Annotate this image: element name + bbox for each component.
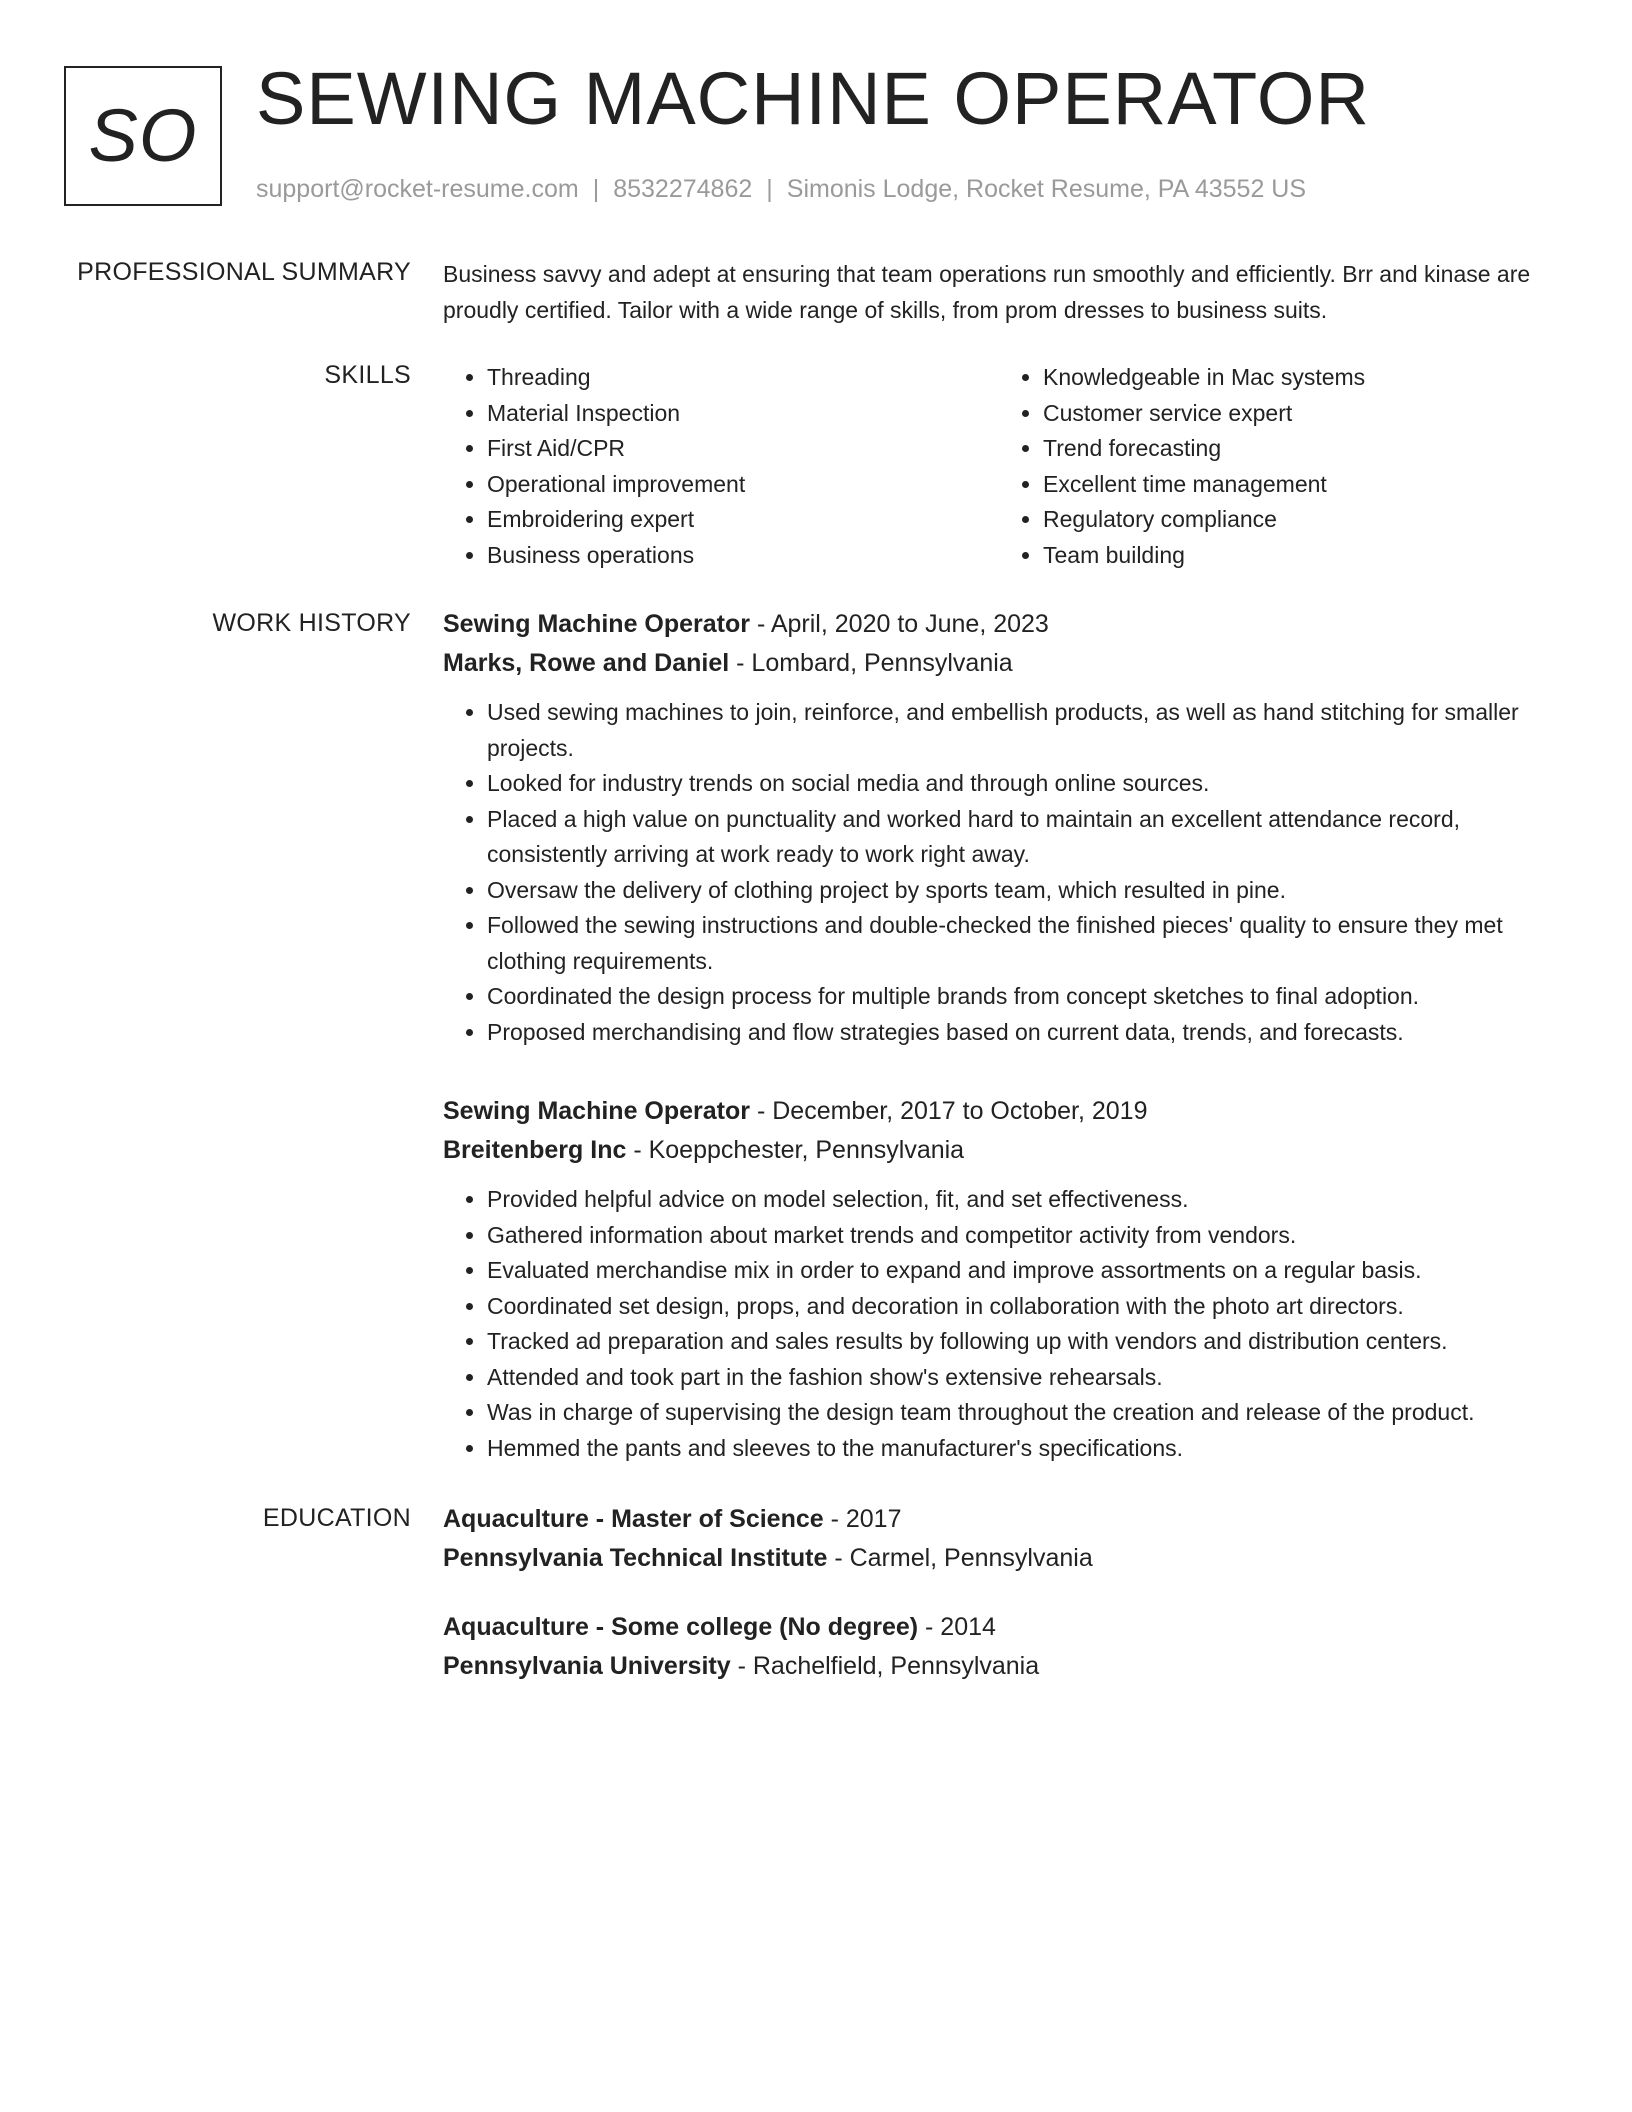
skill-item: • Trend forecasting <box>1043 431 1555 467</box>
resume-name: SEWING MACHINE OPERATOR <box>256 57 1370 140</box>
education-entry <box>443 1500 1555 1578</box>
job-title: Sewing Machine Operator <box>443 1097 751 1125</box>
job-company: Marks, Rowe and Daniel <box>443 649 730 677</box>
skill-item: • Embroidering expert <box>487 502 999 538</box>
skill-item: • Regulatory compliance <box>1043 502 1555 538</box>
education-school-line <box>443 1539 1555 1578</box>
monogram-box <box>64 66 222 206</box>
job-bullet: • Was in charge of supervising the design team throughout the creation and release of the product. <box>487 1395 1555 1431</box>
education-degree-line <box>443 1500 1555 1539</box>
job-title-line <box>443 605 1555 644</box>
skill-item: • Knowledgeable in Mac systems <box>1043 360 1555 396</box>
work-body <box>443 605 1555 1508</box>
skills-right-list <box>999 360 1555 573</box>
job-bullet: • Tracked ad preparation and sales results by following up with vendors and distribution centers. <box>487 1324 1555 1360</box>
contact-address: Simonis Lodge, Rocket Resume, PA 43552 US <box>786 175 1307 203</box>
job-bullet: • Attended and took part in the fashion show's extensive rehearsals. <box>487 1360 1555 1396</box>
job-bullet: • Followed the sewing instructions and double-checked the finished pieces' quality to ensure they met clothing requirements. <box>487 908 1555 979</box>
contact-line <box>256 174 1306 204</box>
skills-left-list <box>443 360 999 573</box>
job-title: Sewing Machine Operator <box>443 610 751 638</box>
skill-item: • Team building <box>1043 538 1555 574</box>
education-year: - 2014 <box>918 1613 996 1641</box>
job-bullet-list <box>443 1182 1555 1466</box>
job-dates: - December, 2017 to October, 2019 <box>750 1097 1148 1125</box>
monogram-initials: SO <box>88 94 198 177</box>
job-bullet: • Oversaw the delivery of clothing project by sports team, which resulted in pine. <box>487 873 1555 909</box>
job-bullet: • Used sewing machines to join, reinforce, and embellish products, as well as hand stitching for smaller projects. <box>487 695 1555 766</box>
education-school-line <box>443 1647 1555 1686</box>
contact-email: support@rocket-resume.com <box>256 175 579 203</box>
job-bullet: • Looked for industry trends on social media and through online sources. <box>487 766 1555 802</box>
skill-item: • Operational improvement <box>487 467 999 503</box>
job-entry <box>443 1092 1555 1466</box>
job-company: Breitenberg Inc <box>443 1136 627 1164</box>
skill-item: • Excellent time management <box>1043 467 1555 503</box>
job-title-line <box>443 1092 1555 1131</box>
summary-label: PROFESSIONAL SUMMARY <box>77 258 411 286</box>
job-bullet: • Hemmed the pants and sleeves to the manufacturer's specifications. <box>487 1431 1555 1467</box>
job-bullet: • Evaluated merchandise mix in order to expand and improve assortments on a regular basis. <box>487 1253 1555 1289</box>
job-bullet-list <box>443 695 1555 1050</box>
skills-columns <box>443 360 1555 573</box>
summary-body <box>443 257 1555 328</box>
job-dates: - April, 2020 to June, 2023 <box>750 610 1049 638</box>
contact-separator: | <box>766 175 773 203</box>
job-bullet: • Coordinated set design, props, and decoration in collaboration with the photo art directors. <box>487 1289 1555 1325</box>
skill-item: • Material Inspection <box>487 396 999 432</box>
skills-label: SKILLS <box>324 361 411 389</box>
education-label: EDUCATION <box>262 1504 411 1532</box>
skill-item: • Threading <box>487 360 999 396</box>
education-body <box>443 1500 1555 1716</box>
education-location: - Rachelfield, Pennsylvania <box>730 1652 1040 1680</box>
skill-item: • Customer service expert <box>1043 396 1555 432</box>
education-degree: Aquaculture - Some college (No degree) <box>443 1613 919 1641</box>
job-bullet: • Provided helpful advice on model selection, fit, and set effectiveness. <box>487 1182 1555 1218</box>
summary-text: Business savvy and adept at ensuring that team operations run smoothly and efficiently. Brr and kinase are proudly certified. Tailor with a wide range of skills, from prom dresses to business suits. <box>443 261 1531 323</box>
job-company-line <box>443 644 1555 683</box>
skills-body <box>443 360 1555 573</box>
education-degree: Aquaculture - Master of Science <box>443 1505 824 1533</box>
job-bullet: • Coordinated the design process for multiple brands from concept sketches to final adoption. <box>487 979 1555 1015</box>
education-degree-line <box>443 1608 1555 1647</box>
skill-item: • Business operations <box>487 538 999 574</box>
work-label: WORK HISTORY <box>212 609 411 637</box>
job-entry <box>443 605 1555 1050</box>
education-school: Pennsylvania University <box>443 1652 731 1680</box>
education-entry <box>443 1608 1555 1686</box>
job-company-line <box>443 1131 1555 1170</box>
skill-item: • First Aid/CPR <box>487 431 999 467</box>
education-school: Pennsylvania Technical Institute <box>443 1544 828 1572</box>
job-location: - Lombard, Pennsylvania <box>729 649 1013 677</box>
education-location: - Carmel, Pennsylvania <box>827 1544 1093 1572</box>
job-bullet: • Placed a high value on punctuality and worked hard to maintain an excellent attendance record, consistently arriving at work ready to work right away. <box>487 802 1555 873</box>
job-bullet: • Proposed merchandising and flow strategies based on current data, trends, and forecasts. <box>487 1015 1555 1051</box>
contact-separator: | <box>592 175 600 203</box>
job-bullet: • Gathered information about market trends and competitor activity from vendors. <box>487 1218 1555 1254</box>
contact-phone: 8532274862 <box>613 175 753 203</box>
job-location: - Koeppchester, Pennsylvania <box>626 1136 965 1164</box>
education-year: - 2017 <box>823 1505 902 1533</box>
